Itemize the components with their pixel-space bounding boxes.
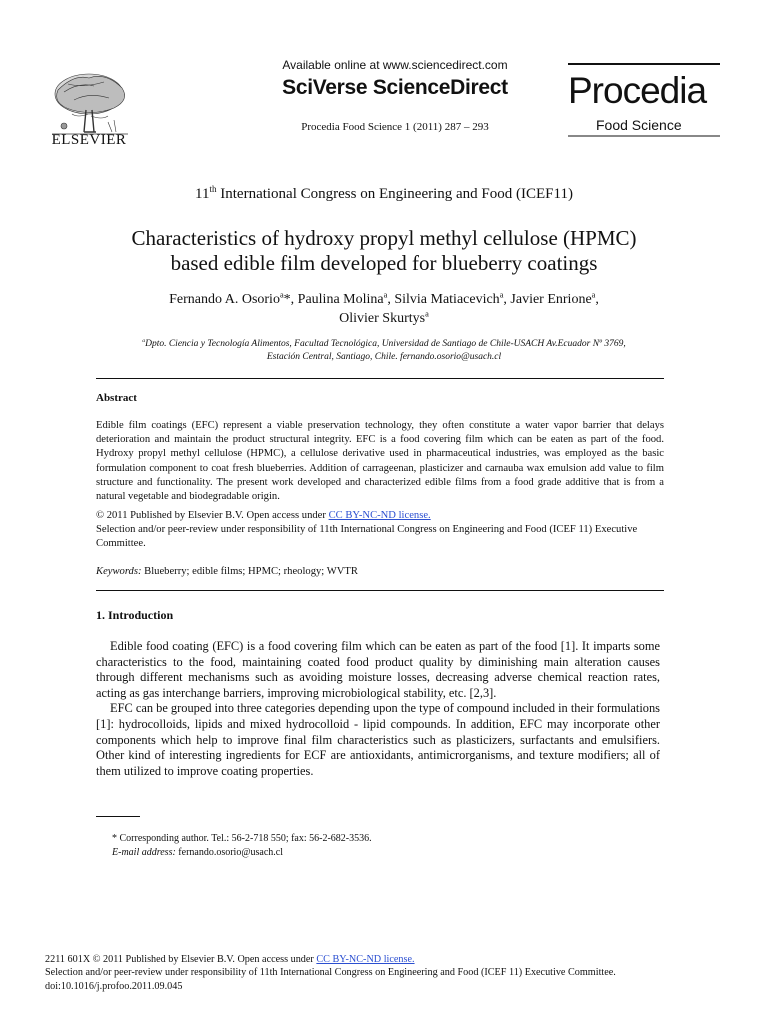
introduction-paragraph-2: EFC can be grouped into three categories depending upon the type of compound included in their formulations [1]: hydrocolloids, lipids and mixed hydrocolloid - lipid compounds. In addition, EFC may incorporate other components which help to improve final film characteristics such as plasticizers, surfactants and emulsifiers. Other kind of interesting ingredients for ECF are antioxidants, antimicrorganisms, and texture modifiers; all of them utilized to improve coating properties. <box>96 701 660 778</box>
author-separator: , <box>387 292 395 307</box>
introduction-body <box>96 639 660 779</box>
abstract-peer-review: Selection and/or peer-review under responsibility of 11th International Congress on Engineering and Food (ICEF 11) Executive Committee. <box>96 524 638 550</box>
author-list <box>60 290 708 328</box>
keywords-list: Blueberry; edible films; HPMC; rheology; WVTR <box>144 566 358 577</box>
author-separator: *, <box>283 292 298 307</box>
elsevier-wordmark: ELSEVIER <box>51 132 127 148</box>
keywords-label: Keywords: <box>96 566 142 577</box>
procedia-logo-title: Procedia <box>568 70 707 111</box>
abstract-top-rule <box>96 378 664 379</box>
title-line-1: Characteristics of hydroxy propyl methyl cellulose (HPMC) <box>131 226 637 250</box>
introduction-paragraph-1: Edible food coating (EFC) is a food covering film which can be eaten as part of the food [1]. It imparts some characteristics to the food, maintaining coated food product quality by diminishing main alteration causes through different mechanisms such as avoiding moisture losses, decreasing adverse chemical reaction rates, acting as gas interchange barriers, improving microbiological stability, etc. [2,3]. <box>96 639 660 700</box>
author-separator: , <box>503 292 511 307</box>
author-separator: , <box>595 292 599 307</box>
license-link[interactable]: CC BY-NC-ND license. <box>328 510 431 521</box>
journal-reference: Procedia Food Science 1 (2011) 287 – 293 <box>301 121 489 133</box>
journal-header <box>200 58 590 133</box>
abstract-bottom-rule <box>96 590 664 591</box>
author-affil-mark: a <box>591 290 596 300</box>
author-affil-mark: a <box>499 290 504 300</box>
email-label: E-mail address: <box>112 847 176 858</box>
author-affil-mark: a <box>383 290 388 300</box>
sciverse-sciencedirect-logo: SciVerse ScienceDirect <box>282 76 508 99</box>
email-note <box>112 846 372 860</box>
issn-line <box>45 953 725 966</box>
affiliation-mark: a <box>142 337 146 344</box>
author-name: Paulina Molina <box>297 292 384 307</box>
author-affil-mark: a <box>279 290 284 300</box>
congress-line <box>60 186 708 203</box>
author-name: Olivier Skurtys <box>339 311 426 326</box>
title-line-2: based edible film developed for blueberry coatings <box>170 251 598 275</box>
paper-title <box>60 226 708 276</box>
footnote <box>112 832 372 860</box>
affiliation-line-2: Estación Central, Santiago, Chile. fernando.osorio@usach.cl <box>266 352 502 362</box>
email-address: fernando.osorio@usach.cl <box>178 847 284 858</box>
doi: doi:10.1016/j.profoo.2011.09.045 <box>45 980 183 992</box>
keywords-line <box>96 566 358 577</box>
section-heading-introduction: 1. Introduction <box>96 608 174 622</box>
footer-open-access: Open access under <box>237 954 314 965</box>
page-footer <box>45 953 725 993</box>
footnote-rule <box>96 816 140 817</box>
affiliation <box>80 338 688 364</box>
footer-peer-review: Selection and/or peer-review under responsibility of 11th International Congress on Engineering and Food (ICEF 11) Executive Committee. <box>45 967 616 979</box>
corresponding-author-note: * Corresponding author. Tel.: 56-2-718 550; fax: 56-2-682-3536. <box>112 833 372 844</box>
footer-license-link[interactable]: CC BY-NC-ND license. <box>316 954 415 965</box>
author-name: Silvia Matiacevich <box>394 292 500 307</box>
congress-number: 11 <box>195 186 210 202</box>
congress-ordinal: th <box>209 184 217 194</box>
open-access-text: Open access under <box>246 510 326 521</box>
abstract-heading: Abstract <box>96 392 137 404</box>
author-name: Fernando A. Osorio <box>169 292 280 307</box>
affiliation-line-1: Dpto. Ciencia y Tecnología Alimentos, Facultad Tecnológica, Universidad de Santiago de Chile-USACH Av.Ecuador Nº 3769, <box>145 339 626 349</box>
issn-copyright: 2211 601X © 2011 Published by Elsevier B.V. <box>45 954 235 965</box>
author-name: Javier Enrione <box>510 292 592 307</box>
available-online-text: Available online at www.sciencedirect.com <box>282 58 508 72</box>
author-affil-mark: a <box>425 309 429 319</box>
abstract-copyright-line <box>96 509 664 523</box>
congress-name: International Congress on Engineering and Food (ICEF11) <box>216 186 573 202</box>
procedia-logo-subtitle: Food Science <box>596 117 682 133</box>
abstract-body: Edible film coatings (EFC) represent a viable preservation technology, they often constitute a water vapor barrier that delays deterioration and maintain the product structural integrity. EFC is a food covering film which can be eaten as part of the food. Hydroxy propyl methyl cellulose (HPMC), a cellulose derivative used in pharmaceutical industries, was employed as the basic formulation component to coat fresh blueberries. Addition of carrageenan, plasticizer and carnauba wax emulsion add value to film structure and functionality. The present work developed and characterized edible films from a food grade additive that is from a natural vegetable and biodegradable origin. <box>96 420 664 503</box>
copyright-text: © 2011 Published by Elsevier B.V. <box>96 510 244 521</box>
